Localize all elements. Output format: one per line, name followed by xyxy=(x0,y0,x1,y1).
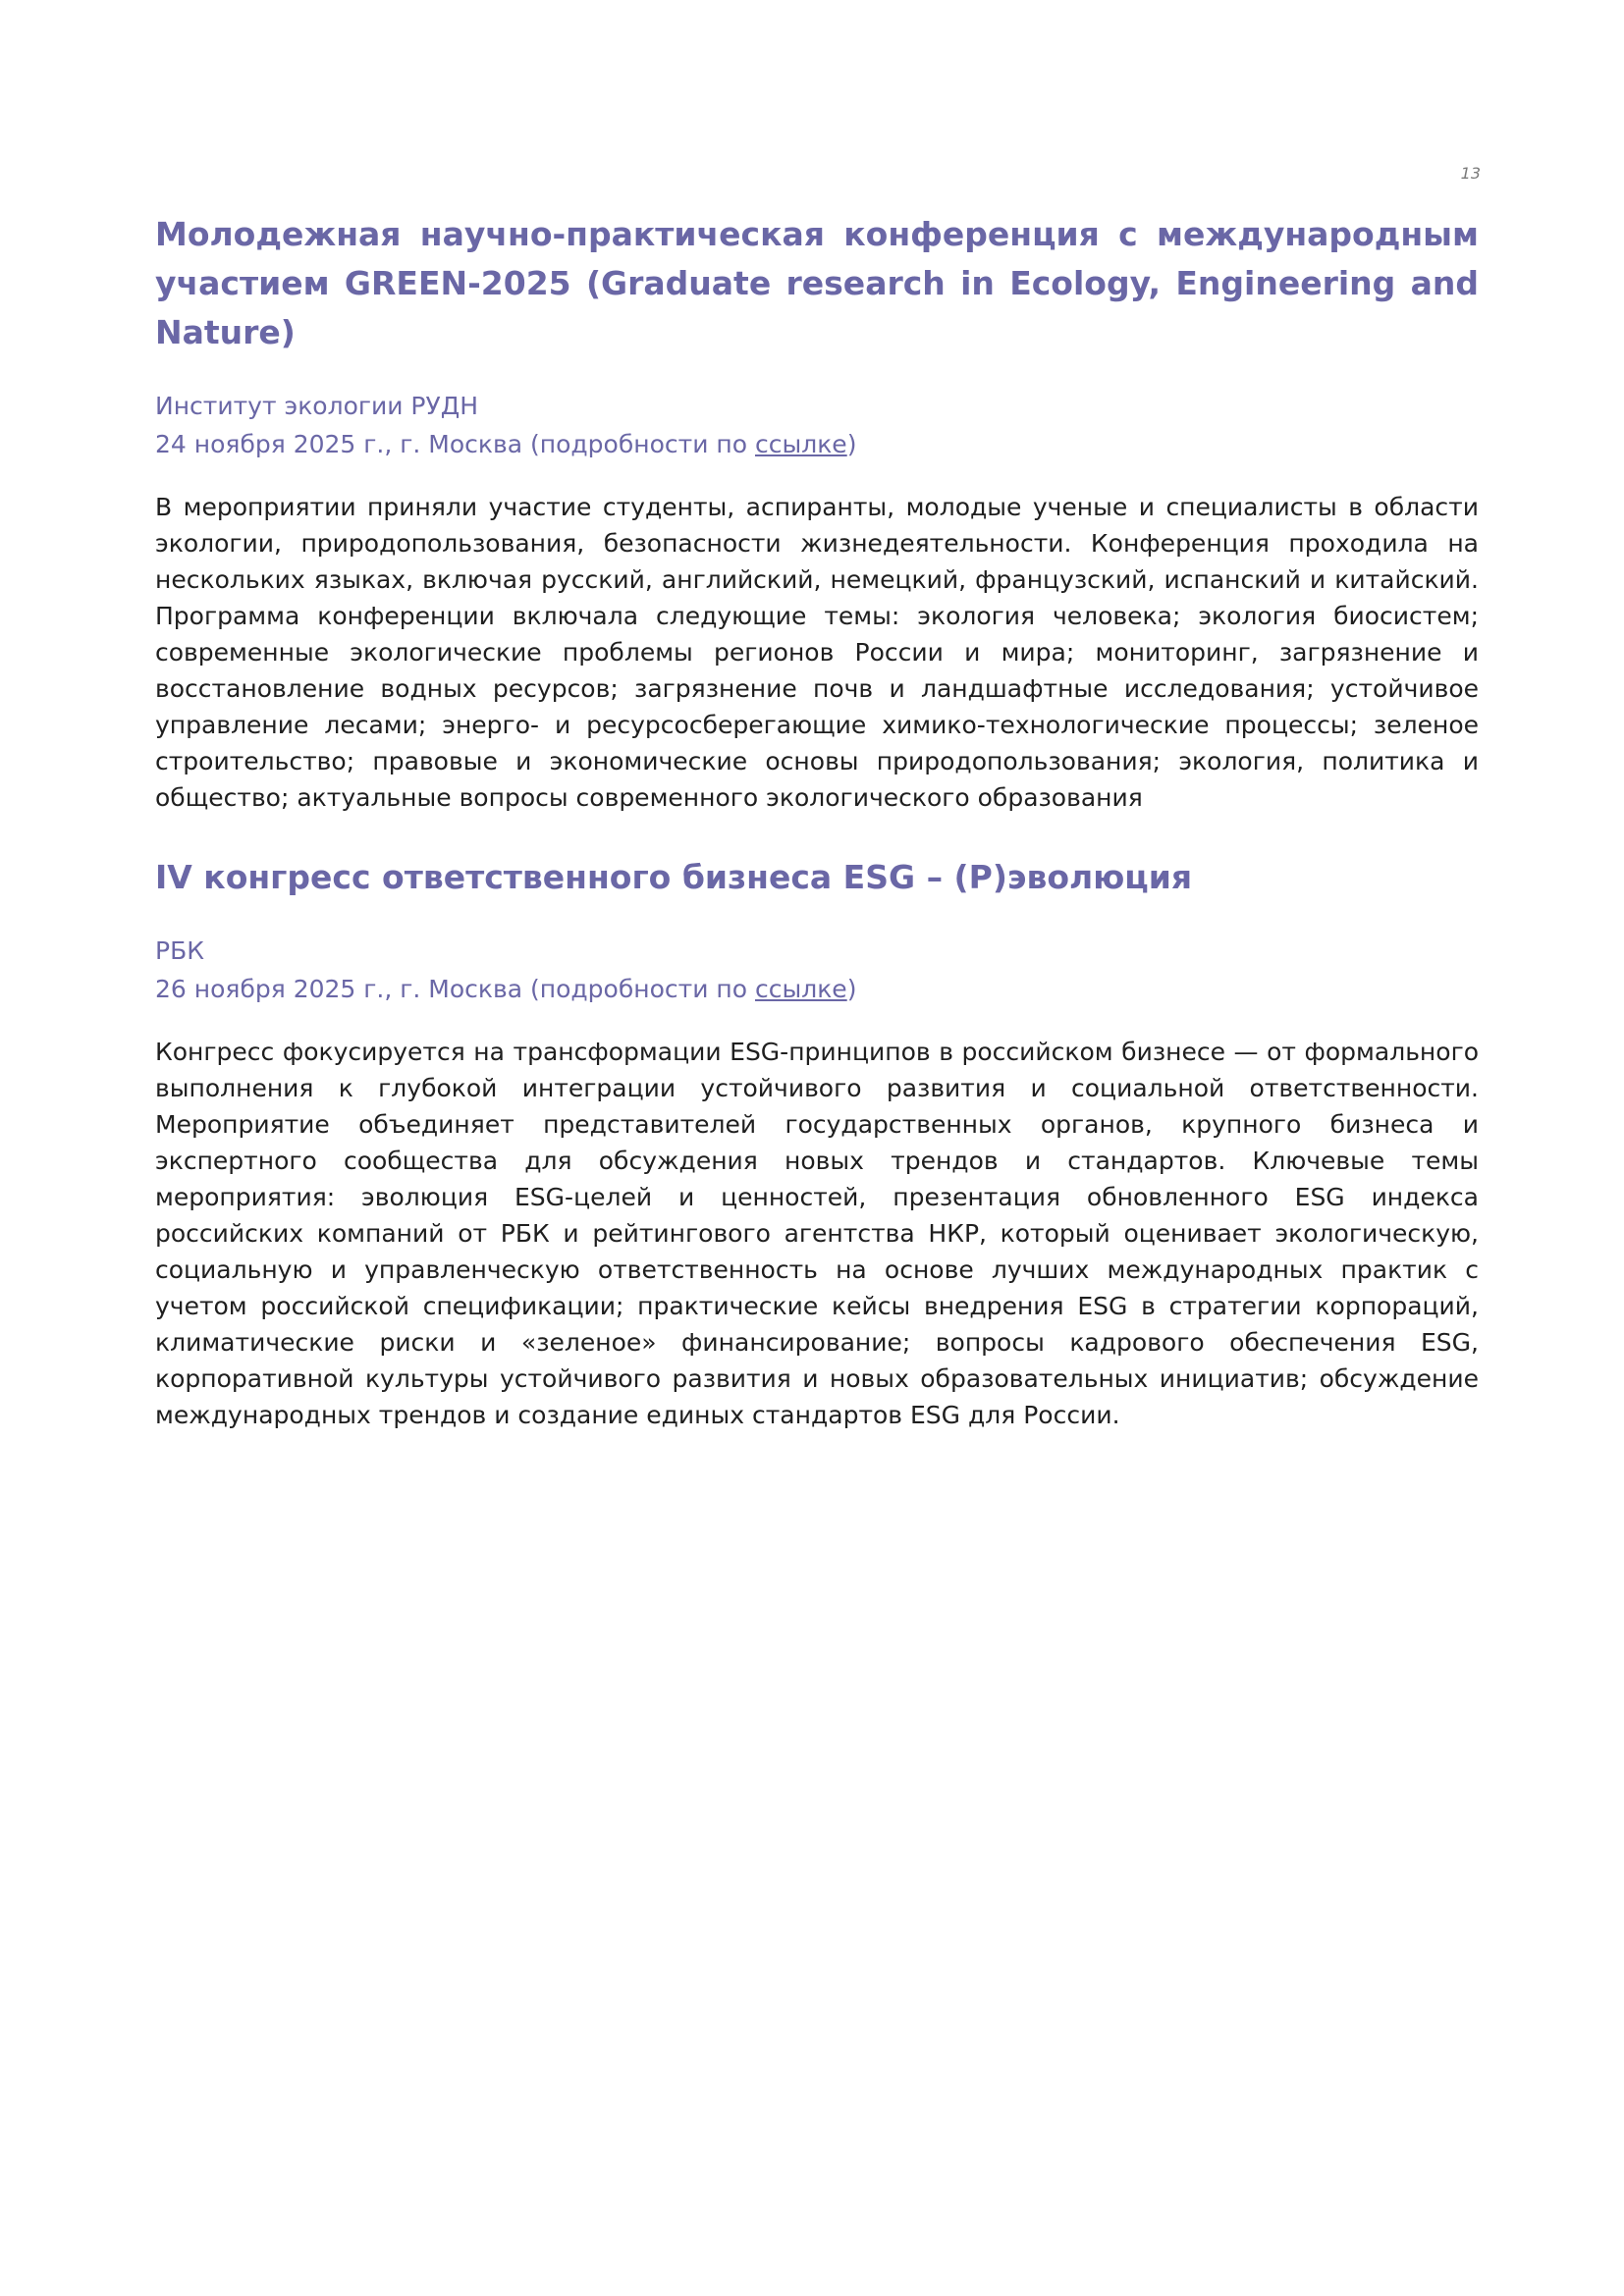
event-date-suffix: ) xyxy=(846,430,857,458)
event-meta xyxy=(155,387,1479,463)
event-organizer: Институт экологии РУДН xyxy=(155,392,479,420)
details-link[interactable]: ссылке xyxy=(755,975,847,1003)
details-link[interactable]: ссылке xyxy=(755,430,847,458)
event-date-place xyxy=(155,425,1479,463)
event-meta xyxy=(155,932,1479,1008)
event-green-2025 xyxy=(155,210,1479,816)
event-description: Конгресс фокусируется на трансформации ESG-принципов в российском бизнесе — от формального выполнения к глубокой интеграции устойчивого развития и социальной ответственности. Мероприятие объединяет представителей государственных органов, крупного бизнеса и экспертного сообщества для обсуждения новых трендов и стандартов. Ключевые темы мероприятия: эволюция ESG-целей и ценностей, презентация обновленного ESG индекса российских компаний от РБК и рейтингового агентства НКР, который оценивает экологическую, социальную и управленческую ответственность на основе лучших международных практик с учетом российской спецификации; практические кейсы внедрения ESG в стратегии корпораций, климатические риски и «зеленое» финансирование; вопросы кадрового обеспечения ESG, корпоративной культуры устойчивого развития и новых образовательных инициатив; обсуждение международных трендов и создание единых стандартов ESG для России. xyxy=(155,1038,1479,1429)
page-content xyxy=(155,210,1479,1433)
event-title: IV конгресс ответственного бизнеса ESG – (Р)эволюция xyxy=(155,858,1193,896)
event-title: Молодежная научно-практическая конференция с международным участием GREEN-2025 (Graduate research in Ecology, Engineering and Nature) xyxy=(155,215,1479,351)
event-description: В мероприятии приняли участие студенты, аспиранты, молодые ученые и специалисты в области экологии, природопользования, безопасности жизнедеятельности. Конференция проходила на нескольких языках, включая русский, английский, немецкий, французский, испанский и китайский. Программа конференции включала следующие темы: экология человека; экология биосистем; современные экологические проблемы регионов России и мира; мониторинг, загрязнение и восстановление водных ресурсов; загрязнение почв и ландшафтные исследования; устойчивое управление лесами; энерго- и ресурсосберегающие химико-технологические процессы; зеленое строительство; правовые и экономические основы природопользования; экология, политика и общество; актуальные вопросы современного экологического образования xyxy=(155,493,1479,812)
event-esg-congress xyxy=(155,853,1479,1433)
event-date-text: 26 ноября 2025 г., г. Москва (подробности по xyxy=(155,975,755,1003)
event-date-suffix: ) xyxy=(846,975,857,1003)
event-date-text: 24 ноября 2025 г., г. Москва (подробности по xyxy=(155,430,755,458)
event-organizer: РБК xyxy=(155,936,204,965)
page-number: 13 xyxy=(1460,164,1481,183)
event-date-place xyxy=(155,970,1479,1008)
